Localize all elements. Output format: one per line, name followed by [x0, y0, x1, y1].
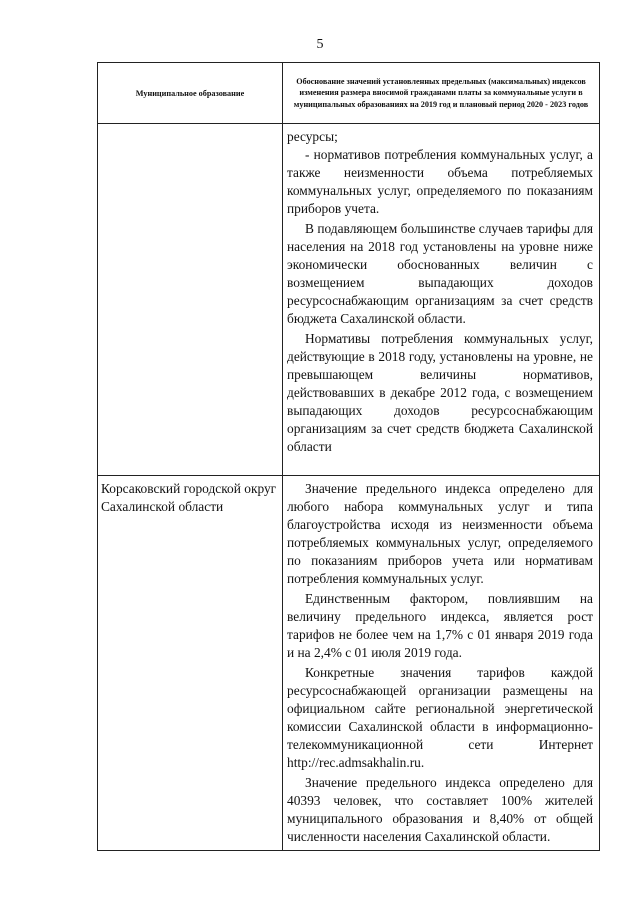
header-justification: Обоснование значений установленных предельных (максимальных) индексов изменения размера вносимой гражданами платы за коммунальные услуги в муниципальных образованиях на 2019 год и плановый период 2020 - 2023 годов: [283, 63, 600, 124]
page-number: 5: [316, 37, 324, 52]
paragraph: Конкретные значения тарифов каждой ресурсоснабжающей организации размещены на официальном сайте региональной энергетической комиссии Сахалинской области в информационно-телекоммуникационной сети Интернет http://rec.admsakhalin.ru.: [287, 665, 593, 770]
municipality-cell: Корсаковский городской округ Сахалинской области: [98, 476, 283, 851]
paragraph: Значение предельного индекса определено для любого набора коммунальных услуг и типа благоустройства исходя из неизменности объема потребляемых коммунальных услуг, определяемого по показаниям приборов учета или нормативам потребления коммунальных услуг.: [287, 481, 593, 586]
justification-cell: [283, 476, 600, 851]
municipality-cell: [98, 124, 283, 476]
justification-cell: [283, 124, 600, 476]
header-municipality: Муниципальное образование: [98, 63, 283, 124]
table-row: [98, 476, 600, 851]
table-header-row: [98, 63, 600, 124]
paragraph: В подавляющем большинстве случаев тарифы для населения на 2018 год установлены на уровне ниже экономически обоснованных величин с возмещением выпадающих доходов ресурсоснабжающим организациям за счет средств бюджета Сахалинской области.: [287, 221, 593, 326]
table-row: [98, 124, 600, 476]
paragraph: ресурсы;: [287, 129, 338, 144]
document-table: [97, 62, 600, 851]
paragraph: Единственным фактором, повлиявшим на величину предельного индекса, является рост тарифов не более чем на 1,7% с 01 января 2019 года и на 2,4% с 01 июля 2019 года.: [287, 591, 593, 660]
paragraph: Значение предельного индекса определено для 40393 человек, что составляет 100% жителей муниципального образования и 8,40% от общей численности населения Сахалинской области.: [287, 775, 593, 844]
paragraph: - нормативов потребления коммунальных услуг, а также неизменности объема потребляемых коммунальных услуг, определяемого по показаниям приборов учета.: [287, 147, 593, 216]
paragraph: Нормативы потребления коммунальных услуг, действующие в 2018 году, установлены на уровне, не превышающем величины нормативов, действовавших в декабре 2012 года, с возмещением выпадающих доходов ресурсоснабжающим организациям за счет средств бюджета Сахалинской области: [287, 331, 593, 454]
